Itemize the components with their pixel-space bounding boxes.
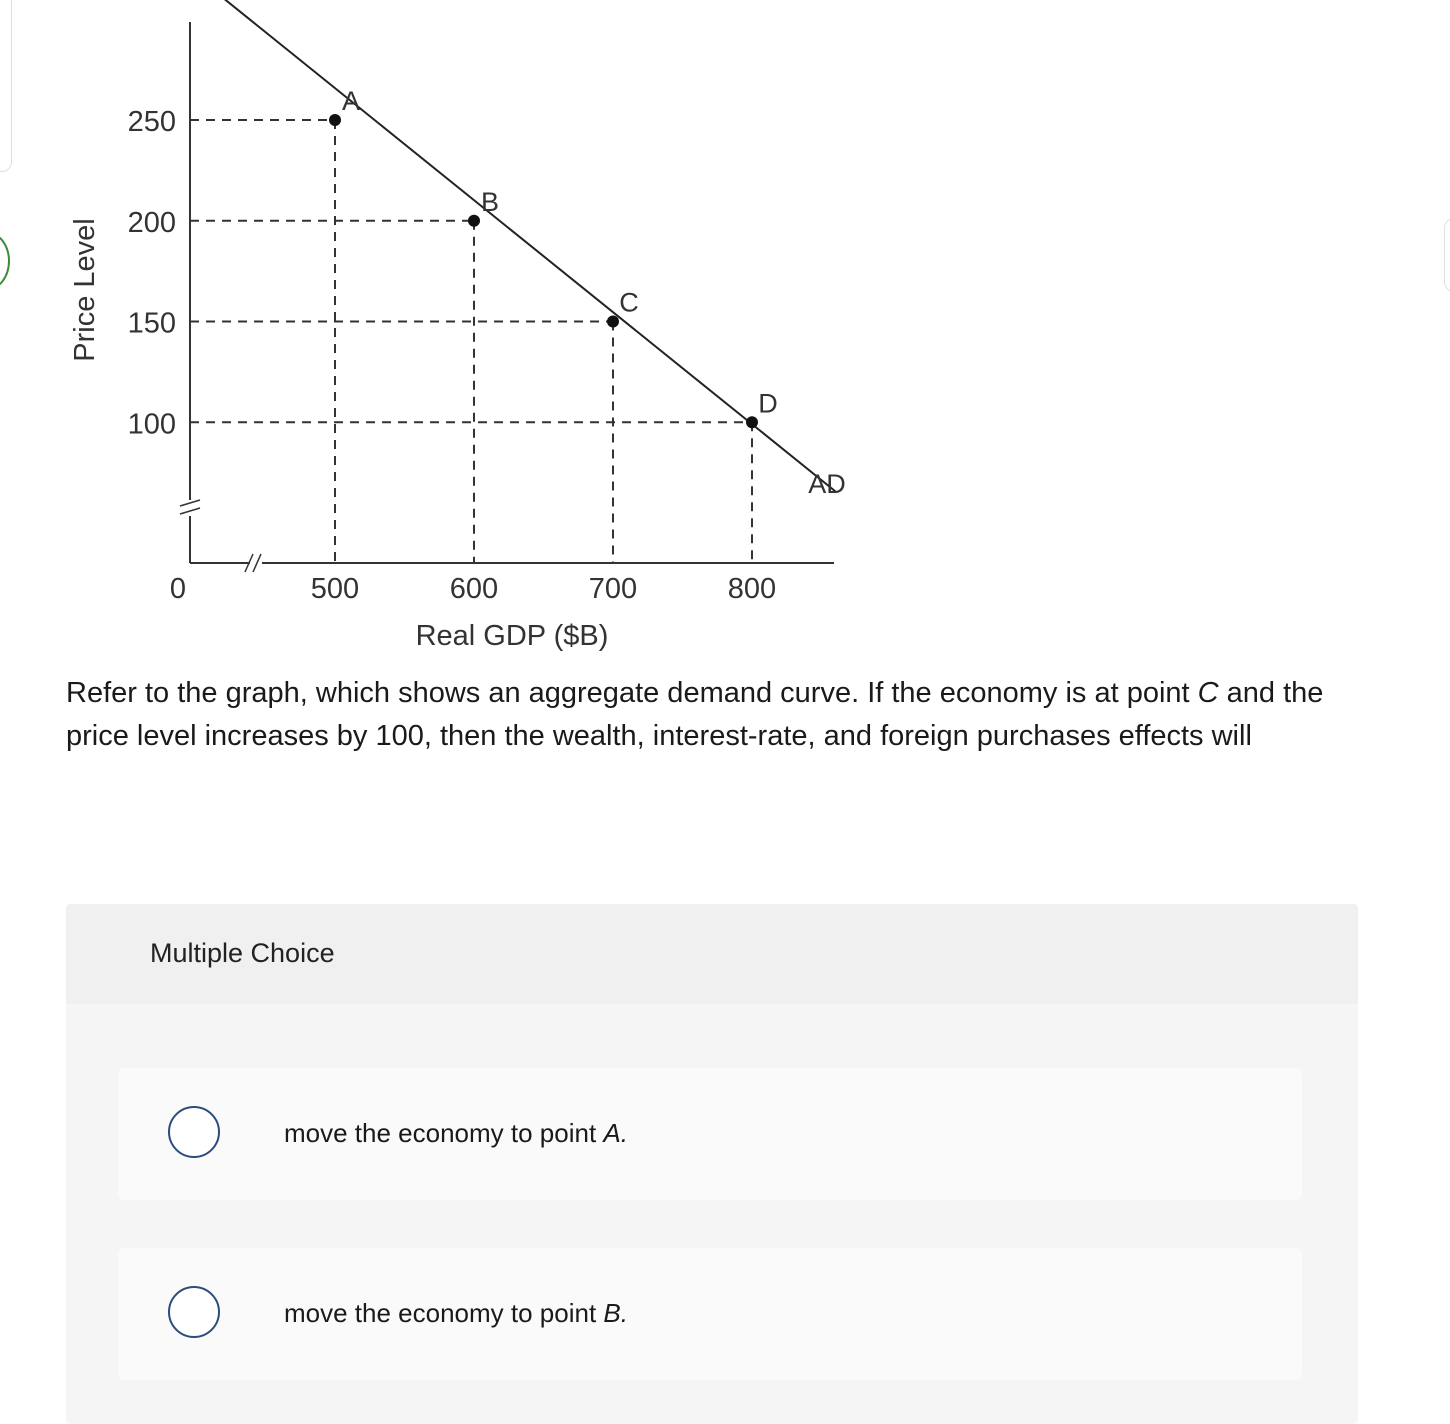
choice-option-b[interactable] (118, 1248, 1302, 1380)
multiple-choice-header (66, 904, 1358, 1004)
y-axis-break-mark (180, 500, 200, 506)
chart-guide-lines (190, 120, 752, 563)
y-tick-label: 150 (127, 307, 176, 340)
y-tick-label: 200 (127, 206, 176, 239)
point-a-marker (329, 114, 341, 126)
point-a-label: A (341, 86, 361, 116)
point-c-marker (607, 316, 619, 328)
chart-axes (180, 22, 834, 572)
radio-button-icon[interactable] (168, 1106, 220, 1158)
y-tick-label: 250 (127, 106, 176, 138)
edge-card-right (1444, 218, 1450, 292)
question-point: C (1197, 677, 1219, 709)
choice-label-prefix: move the economy to point (284, 1118, 604, 1148)
point-d-label: D (758, 388, 778, 419)
chart-labels (69, 86, 846, 652)
ad-curve-label: AD (808, 469, 846, 499)
choice-label-point: B (603, 1298, 621, 1328)
point-b-marker (468, 215, 480, 227)
ad-chart (0, 0, 900, 660)
multiple-choice-panel (66, 904, 1358, 1424)
point-d-marker (746, 416, 758, 428)
choice-label (284, 1298, 628, 1329)
x-axis-break-mark (253, 554, 261, 572)
choice-label-prefix: move the economy to point (284, 1298, 604, 1328)
point-c-label: C (619, 287, 639, 318)
x-tick-label: 500 (310, 573, 360, 605)
choice-label (284, 1118, 628, 1149)
ad-curve-group (196, 0, 835, 491)
question-text (66, 672, 1346, 758)
radio-button-icon[interactable] (168, 1286, 220, 1338)
choice-label-suffix: . (620, 1118, 628, 1148)
y-axis-break-mark (180, 508, 200, 514)
x-axis-title: Real GDP ($B) (415, 620, 609, 652)
choice-option-a[interactable] (118, 1068, 1302, 1200)
choice-label-suffix: . (620, 1298, 628, 1328)
point-b-label: B (480, 186, 500, 217)
y-axis-title: Price Level (69, 218, 101, 362)
ad-curve-line (196, 0, 835, 491)
origin-label: 0 (169, 573, 187, 605)
x-tick-label: 600 (449, 573, 499, 605)
y-tick-label: 100 (127, 408, 176, 441)
choice-label-point: A (603, 1118, 621, 1148)
x-tick-label: 800 (727, 573, 777, 605)
question-text-after: and the price level increases by 100, then the wealth, interest-rate, and foreign purchases effects will (66, 677, 1324, 752)
question-text-before: Refer to the graph, which shows an aggregate demand curve. If the economy is at point (66, 677, 1198, 709)
multiple-choice-title: Multiple Choice (150, 938, 335, 968)
x-tick-label: 700 (588, 573, 638, 605)
